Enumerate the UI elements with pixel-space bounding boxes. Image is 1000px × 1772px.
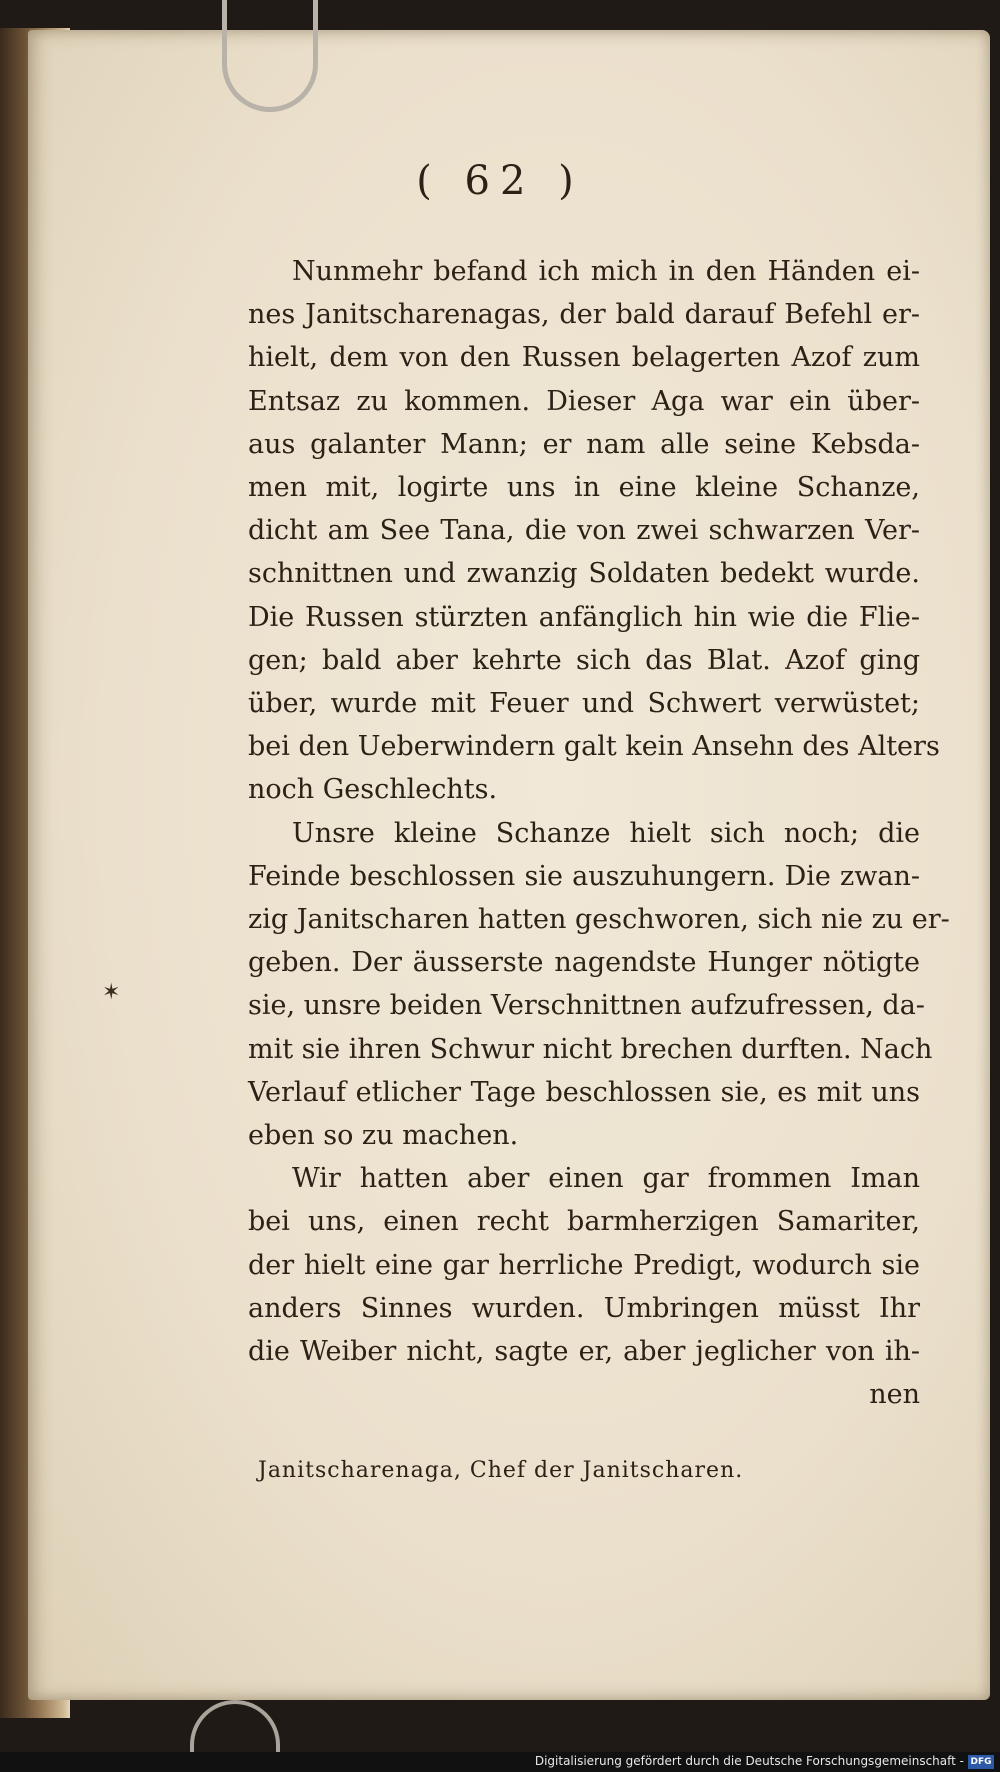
text-line: über, wurde mit Feuer und Schwert verwüstet; [248, 688, 920, 720]
paper-clip-top [222, 0, 318, 112]
text-line: der hielt eine gar herrliche Predigt, wodurch sie [248, 1249, 920, 1281]
footnote: Janitscharenaga, Chef der Janitscharen. [258, 1458, 744, 1483]
text-line: gen; bald aber kehrte sich das Blat. Azof ging [248, 644, 920, 676]
text-line: sie, unsre beiden Verschnittnen aufzufressen, da- [248, 990, 925, 1022]
text-line: bei uns, einen recht barmherzigen Samariter, [248, 1206, 920, 1238]
text-line: schnittnen und zwanzig Soldaten bedekt wurde. [248, 558, 920, 590]
text-line: eben so zu machen. [248, 1120, 519, 1152]
text-line: men mit, logirte uns in eine kleine Schanze, [248, 472, 920, 504]
funding-credit: Digitalisierung gefördert durch die Deutsche Forschungsgemeinschaft - [534, 1754, 964, 1768]
text-line: nes Janitscharenagas, der bald darauf Befehl er- [248, 299, 920, 331]
text-line: zig Janitscharen hatten geschworen, sich nie zu er- [248, 904, 950, 936]
margin-mark-icon: ✶ [102, 980, 121, 1005]
body-text [248, 250, 950, 1416]
text-line: geben. Der äusserste nagendste Hunger nötigte [248, 947, 920, 979]
text-line: mit sie ihren Schwur nicht brechen durften. Nach [248, 1033, 933, 1065]
text-line: hielt, dem von den Russen belagerten Azof zum [248, 342, 920, 374]
text-line: Entsaz zu kommen. Dieser Aga war ein über- [248, 385, 920, 417]
catchword: nen [869, 1379, 920, 1411]
text-line: die Weiber nicht, sagte er, aber jeglicher von ih- [248, 1336, 920, 1368]
page-number: ( 62 ) [416, 158, 584, 204]
text-line: dicht am See Tana, die von zwei schwarzen Ver- [248, 515, 920, 547]
text-line: noch Geschlechts. [248, 774, 498, 806]
text-line: Die Russen stürzten anfänglich hin wie die Flie- [248, 601, 920, 633]
text-line: Nunmehr befand ich mich in den Händen ei- [292, 256, 920, 287]
text-line: aus galanter Mann; er nam alle seine Kebsda- [248, 428, 920, 460]
text-line: anders Sinnes wurden. Umbringen müsst Ihr [248, 1292, 920, 1324]
text-line: Verlauf etlicher Tage beschlossen sie, es mit uns [248, 1076, 920, 1108]
text-line: Unsre kleine Schanze hielt sich noch; die [292, 817, 920, 849]
text-line: bei den Ueberwindern galt kein Ansehn des Alters [248, 731, 940, 763]
text-line: Feinde beschlossen sie auszuhungern. Die zwan- [248, 860, 920, 892]
text-line: Wir hatten aber einen gar frommen Iman [292, 1163, 920, 1195]
dfg-logo: DFG [968, 1755, 994, 1769]
